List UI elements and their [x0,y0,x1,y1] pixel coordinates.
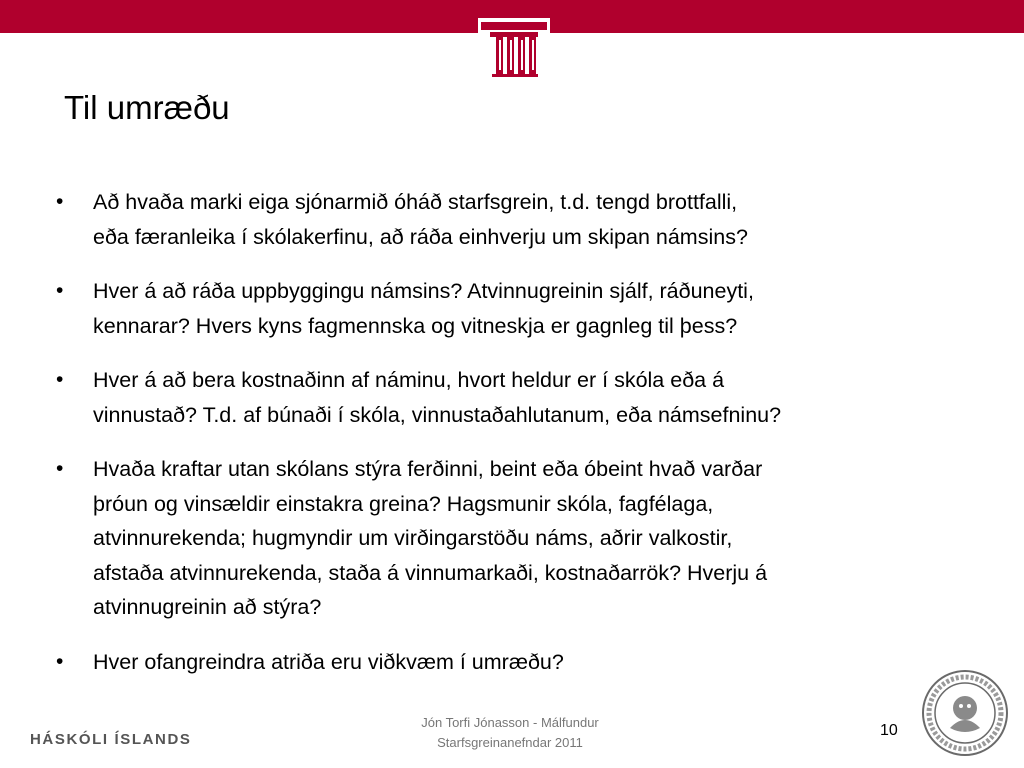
university-name: HÁSKÓLI ÍSLANDS [30,731,192,748]
bullet-line: afstaða atvinnurekenda, staða á vinnumarkaði, kostnaðarrök? Hverju á [93,560,768,585]
bullet-line: Hver á að ráða uppbyggingu námsins? Atvinnugreinin sjálf, ráðuneyti, [93,279,754,303]
bullet-item [52,645,952,680]
university-seal-icon [920,668,1010,758]
bullet-item [52,363,952,432]
bullet-line: atvinnugreinin að stýra? [93,595,322,619]
bullet-item [52,274,952,343]
bullet-line: þróun og vinsældir einstakra greina? Hagsmunir skóla, fagfélaga, [93,491,714,516]
bullet-list [52,185,952,699]
page-number: 10 [880,722,898,739]
footer-caption [380,713,640,753]
bullet-line: Hver ofangreindra atriða eru viðkvæm í umræðu? [93,649,564,674]
footer-event-line: Starfsgreinanefndar 2011 [437,735,583,750]
footer-author-line: Jón Torfi Jónasson - Málfundur [421,715,599,730]
bullet-line: Að hvaða marki eiga sjónarmið óháð starfsgrein, t.d. tengd brottfalli, [93,190,738,214]
bullet-marker: • [56,649,64,673]
bullet-item [52,185,952,254]
bullet-marker: • [56,190,64,213]
bullet-line: Hvaða kraftar utan skólans stýra ferðinni, beint eða óbeint hvað varðar [93,457,763,481]
bullet-line: Hver á að bera kostnaðinn af náminu, hvort heldur er í skóla eða á [93,368,725,392]
bullet-marker: • [56,457,64,480]
slide-title: Til umræðu [64,89,230,126]
bullet-item [52,452,952,625]
bullet-line: vinnustað? T.d. af búnaði í skóla, vinnustaðahlutanum, eða námsefninu? [93,402,782,427]
bullet-marker: • [56,368,64,391]
bullet-marker: • [56,279,64,302]
bullet-line: atvinnurekenda; hugmyndir um virðingarstöðu náms, aðrir valkostir, [93,526,733,550]
bullet-line: kennarar? Hvers kyns fagmennska og vitneskja er gagnleg til þess? [93,313,738,338]
bullet-line: eða færanleika í skólakerfinu, að ráða einhverju um skipan námsins? [93,224,748,249]
university-building-logo-icon [478,18,550,80]
